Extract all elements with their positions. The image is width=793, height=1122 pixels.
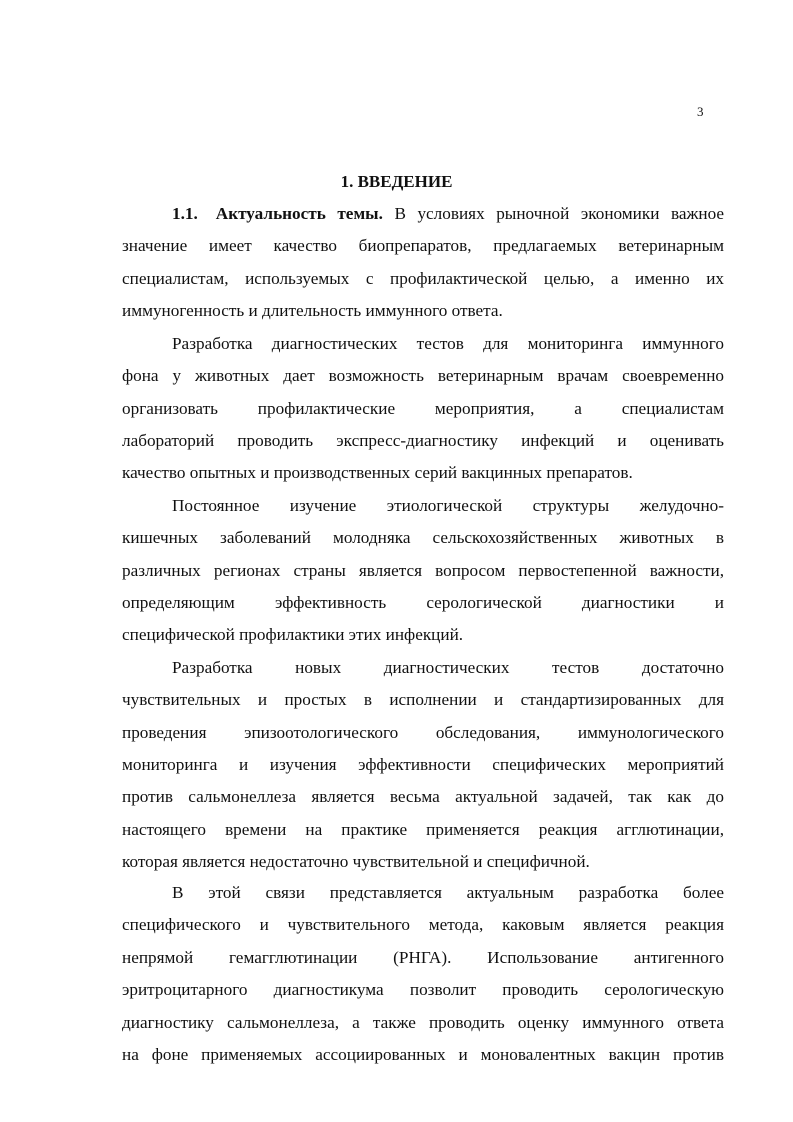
paragraph-line: кишечных заболеваний молодняка сельскохозяйственных животных в xyxy=(122,528,724,547)
page-number: 3 xyxy=(697,104,704,119)
section-heading: 1. ВВЕДЕНИЕ xyxy=(340,172,453,191)
paragraph-text: В условиях рыночной экономики важное xyxy=(394,204,725,223)
paragraph-line xyxy=(172,202,724,226)
paragraph-line: проведения эпизоотологического обследования, иммунологического xyxy=(122,723,724,742)
paragraph-line: В этой связи представляется актуальным разработка более xyxy=(172,883,724,902)
paragraph-line: Разработка диагностических тестов для мониторинга иммунного xyxy=(172,334,724,353)
paragraph-line: мониторинга и изучения эффективности специфических мероприятий xyxy=(122,755,724,774)
subsection-title: Актуальность темы. xyxy=(215,204,383,223)
paragraph-line: специфического и чувствительного метода, каковым является реакция xyxy=(122,915,724,934)
subsection-number: 1.1. xyxy=(172,204,198,223)
paragraph-line: специалистам, используемых с профилактической целью, а именно их xyxy=(122,269,724,288)
paragraph-line: чувствительных и простых в исполнении и стандартизированных для xyxy=(122,690,724,709)
paragraph-line: Постоянное изучение этиологической структуры желудочно- xyxy=(172,496,724,515)
paragraph-line: значение имеет качество биопрепаратов, предлагаемых ветеринарным xyxy=(122,236,724,255)
paragraph-line: различных регионах страны является вопросом первостепенной важности, xyxy=(122,561,724,580)
paragraph-line: лабораторий проводить экспресс-диагностику инфекций и оценивать xyxy=(122,431,724,450)
paragraph-line: которая является недостаточно чувствительной и специфичной. xyxy=(122,852,590,871)
paragraph-line: на фоне применяемых ассоциированных и моновалентных вакцин против xyxy=(122,1045,724,1064)
paragraph-line: против сальмонеллеза является весьма актуальной задачей, так как до xyxy=(122,787,724,806)
paragraph-line: иммуногенность и длительность иммунного ответа. xyxy=(122,301,503,320)
paragraph-line: настоящего времени на практике применяется реакция агглютинации, xyxy=(122,820,724,839)
paragraph-line: качество опытных и производственных серий вакцинных препаратов. xyxy=(122,463,633,482)
paragraph-line: непрямой гемагглютинации (РНГА). Использование антигенного xyxy=(122,948,724,967)
paragraph-line: специфической профилактики этих инфекций. xyxy=(122,625,464,644)
paragraph-line: организовать профилактические мероприятия, а специалистам xyxy=(122,399,724,418)
paragraph-line: фона у животных дает возможность ветеринарным врачам своевременно xyxy=(122,366,724,385)
paragraph-line: определяющим эффективность серологической диагностики и xyxy=(122,593,724,612)
paragraph-line: эритроцитарного диагностикума позволит проводить серологическую xyxy=(122,980,724,999)
paragraph-line: Разработка новых диагностических тестов достаточно xyxy=(172,658,724,677)
paragraph-line: диагностику сальмонеллеза, а также проводить оценку иммунного ответа xyxy=(122,1013,724,1032)
